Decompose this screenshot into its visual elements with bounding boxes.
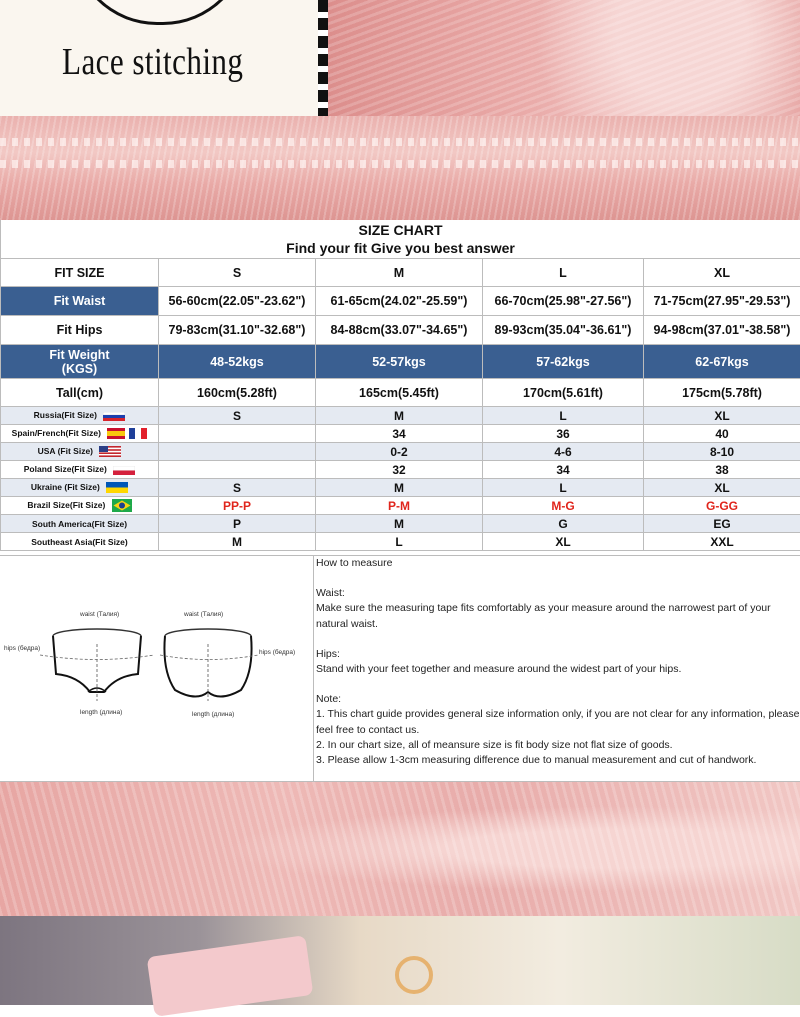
table-cell: 62-67kgs	[644, 345, 800, 379]
row-label: Fit Waist	[1, 287, 159, 316]
table-cell: M-G	[483, 497, 644, 515]
size-chart-table	[0, 220, 800, 551]
country-label	[1, 425, 159, 443]
country-label	[1, 407, 159, 425]
table-cell: 48-52kgs	[159, 345, 316, 379]
country-row	[1, 533, 800, 551]
product-photo-lace-detail	[0, 782, 800, 916]
country-label: South America(Fit Size)	[1, 515, 159, 533]
table-cell: 61-65cm(24.02"-25.59")	[316, 287, 483, 316]
russia-flag-icon	[103, 412, 125, 421]
waist-title: Waist:	[316, 586, 800, 601]
hips-label: hips (бедра)	[259, 649, 295, 656]
country-label	[1, 497, 159, 515]
table-cell: G	[483, 515, 644, 533]
country-name: Poland Size(Fit Size)	[24, 464, 107, 474]
table-cell: 0-2	[316, 443, 483, 461]
ukraine-flag-icon	[106, 482, 128, 493]
table-cell: 79-83cm(31.10"-32.68")	[159, 316, 316, 345]
table-cell: P	[159, 515, 316, 533]
table-cell: 66-70cm(25.98"-27.56")	[483, 287, 644, 316]
country-row	[1, 479, 800, 497]
table-header-row	[1, 259, 800, 287]
country-row	[1, 515, 800, 533]
product-photo-lace	[328, 0, 800, 116]
table-cell: 165cm(5.45ft)	[316, 379, 483, 407]
table-cell: 34	[483, 461, 644, 479]
lace-caption: Lace stitching	[62, 40, 243, 84]
country-label	[1, 479, 159, 497]
table-cell: 56-60cm(22.05"-23.62")	[159, 287, 316, 316]
measure-diagram	[0, 556, 314, 781]
size-chart-title: SIZE CHART	[1, 221, 800, 239]
table-row	[1, 287, 800, 316]
header-cell: S	[159, 259, 316, 287]
table-cell: M	[316, 515, 483, 533]
row-label-line1: Fit Weight	[1, 348, 158, 362]
size-chart	[0, 220, 800, 555]
note-item: 3. Please allow 1-3cm measuring difference due to manual measurement and cut of handwork.	[316, 753, 800, 768]
country-row	[1, 461, 800, 479]
row-label: Tall(cm)	[1, 379, 159, 407]
table-cell: 175cm(5.78ft)	[644, 379, 800, 407]
table-cell: 170cm(5.61ft)	[483, 379, 644, 407]
table-cell: G-GG	[644, 497, 800, 515]
table-cell: XL	[483, 533, 644, 551]
table-cell: 32	[316, 461, 483, 479]
length-label: length (длина)	[80, 709, 122, 716]
table-cell: XL	[644, 479, 800, 497]
row-label-line2: (KGS)	[1, 362, 158, 376]
ring-accessory	[395, 956, 433, 994]
underwear-diagram-icon	[0, 556, 313, 781]
table-cell: XL	[644, 407, 800, 425]
poland-flag-icon	[113, 466, 135, 475]
country-label: Southeast Asia(Fit Size)	[1, 533, 159, 551]
brazil-flag-icon	[112, 499, 132, 512]
product-photo-waistband	[0, 116, 800, 220]
table-cell: 34	[316, 425, 483, 443]
country-name: Russia(Fit Size)	[34, 410, 97, 420]
header-cell: M	[316, 259, 483, 287]
table-cell: L	[316, 533, 483, 551]
table-cell: 38	[644, 461, 800, 479]
country-row	[1, 425, 800, 443]
country-name: Spain/French(Fit Size)	[12, 428, 101, 438]
table-cell: 94-98cm(37.01"-38.58")	[644, 316, 800, 345]
country-name: Brazil Size(Fit Size)	[27, 500, 105, 510]
size-chart-title-cell	[1, 220, 800, 259]
country-name: Ukraine (Fit Size)	[31, 482, 100, 492]
table-cell: EG	[644, 515, 800, 533]
length-label: length (длина)	[192, 711, 234, 718]
table-cell: 8-10	[644, 443, 800, 461]
spain-flag-icon	[107, 428, 125, 439]
table-cell: 57-62kgs	[483, 345, 644, 379]
table-row	[1, 345, 800, 379]
country-label	[1, 461, 159, 479]
table-row	[1, 379, 800, 407]
table-cell: 71-75cm(27.95"-29.53")	[644, 287, 800, 316]
country-row	[1, 443, 800, 461]
how-to-measure-section	[0, 555, 800, 782]
usa-flag-icon	[99, 446, 121, 457]
waist-label: waist (Талия)	[184, 611, 223, 618]
header-cell: L	[483, 259, 644, 287]
table-cell: L	[483, 479, 644, 497]
table-cell: 4-6	[483, 443, 644, 461]
stripe-divider	[318, 0, 328, 116]
france-flag-icon	[129, 428, 147, 439]
measure-instructions	[316, 556, 800, 768]
measure-heading: How to measure	[316, 556, 800, 571]
table-cell: P-M	[316, 497, 483, 515]
country-name: USA (Fit Size)	[38, 446, 93, 456]
table-cell: 84-88cm(33.07"-34.65")	[316, 316, 483, 345]
header-cell: FIT SIZE	[1, 259, 159, 287]
size-chart-subtitle: Find your fit Give you best answer	[1, 239, 800, 257]
note-item: 1. This chart guide provides general size information only, if you are not clear for any information, please feel free to contact us.	[316, 707, 800, 737]
hips-text: Stand with your feet together and measure around the widest part of your hips.	[316, 662, 800, 677]
hips-label: hips (бедра)	[4, 645, 40, 652]
row-label: Fit Hips	[1, 316, 159, 345]
table-cell: 160cm(5.28ft)	[159, 379, 316, 407]
product-photo-flatlay	[0, 916, 800, 1005]
table-cell	[159, 425, 316, 443]
hips-title: Hips:	[316, 647, 800, 662]
table-cell: 89-93cm(35.04"-36.61")	[483, 316, 644, 345]
table-cell: S	[159, 407, 316, 425]
note-item: 2. In our chart size, all of meansure size is fit body size not flat size of goods.	[316, 738, 800, 753]
table-cell: 52-57kgs	[316, 345, 483, 379]
table-cell: 40	[644, 425, 800, 443]
waist-text: Make sure the measuring tape fits comfortably as your measure around the narrowest part of your natural waist.	[316, 601, 800, 631]
table-row	[1, 316, 800, 345]
table-cell: S	[159, 479, 316, 497]
row-label	[1, 345, 159, 379]
table-cell: L	[483, 407, 644, 425]
waist-label: waist (Талия)	[80, 611, 119, 618]
table-cell: XXL	[644, 533, 800, 551]
table-cell	[159, 461, 316, 479]
table-cell: M	[316, 479, 483, 497]
note-title: Note:	[316, 692, 800, 707]
table-cell: M	[159, 533, 316, 551]
country-row	[1, 407, 800, 425]
header-cell: XL	[644, 259, 800, 287]
table-cell: PP-P	[159, 497, 316, 515]
table-cell: 36	[483, 425, 644, 443]
country-label	[1, 443, 159, 461]
table-cell	[159, 443, 316, 461]
country-row	[1, 497, 800, 515]
table-cell: M	[316, 407, 483, 425]
